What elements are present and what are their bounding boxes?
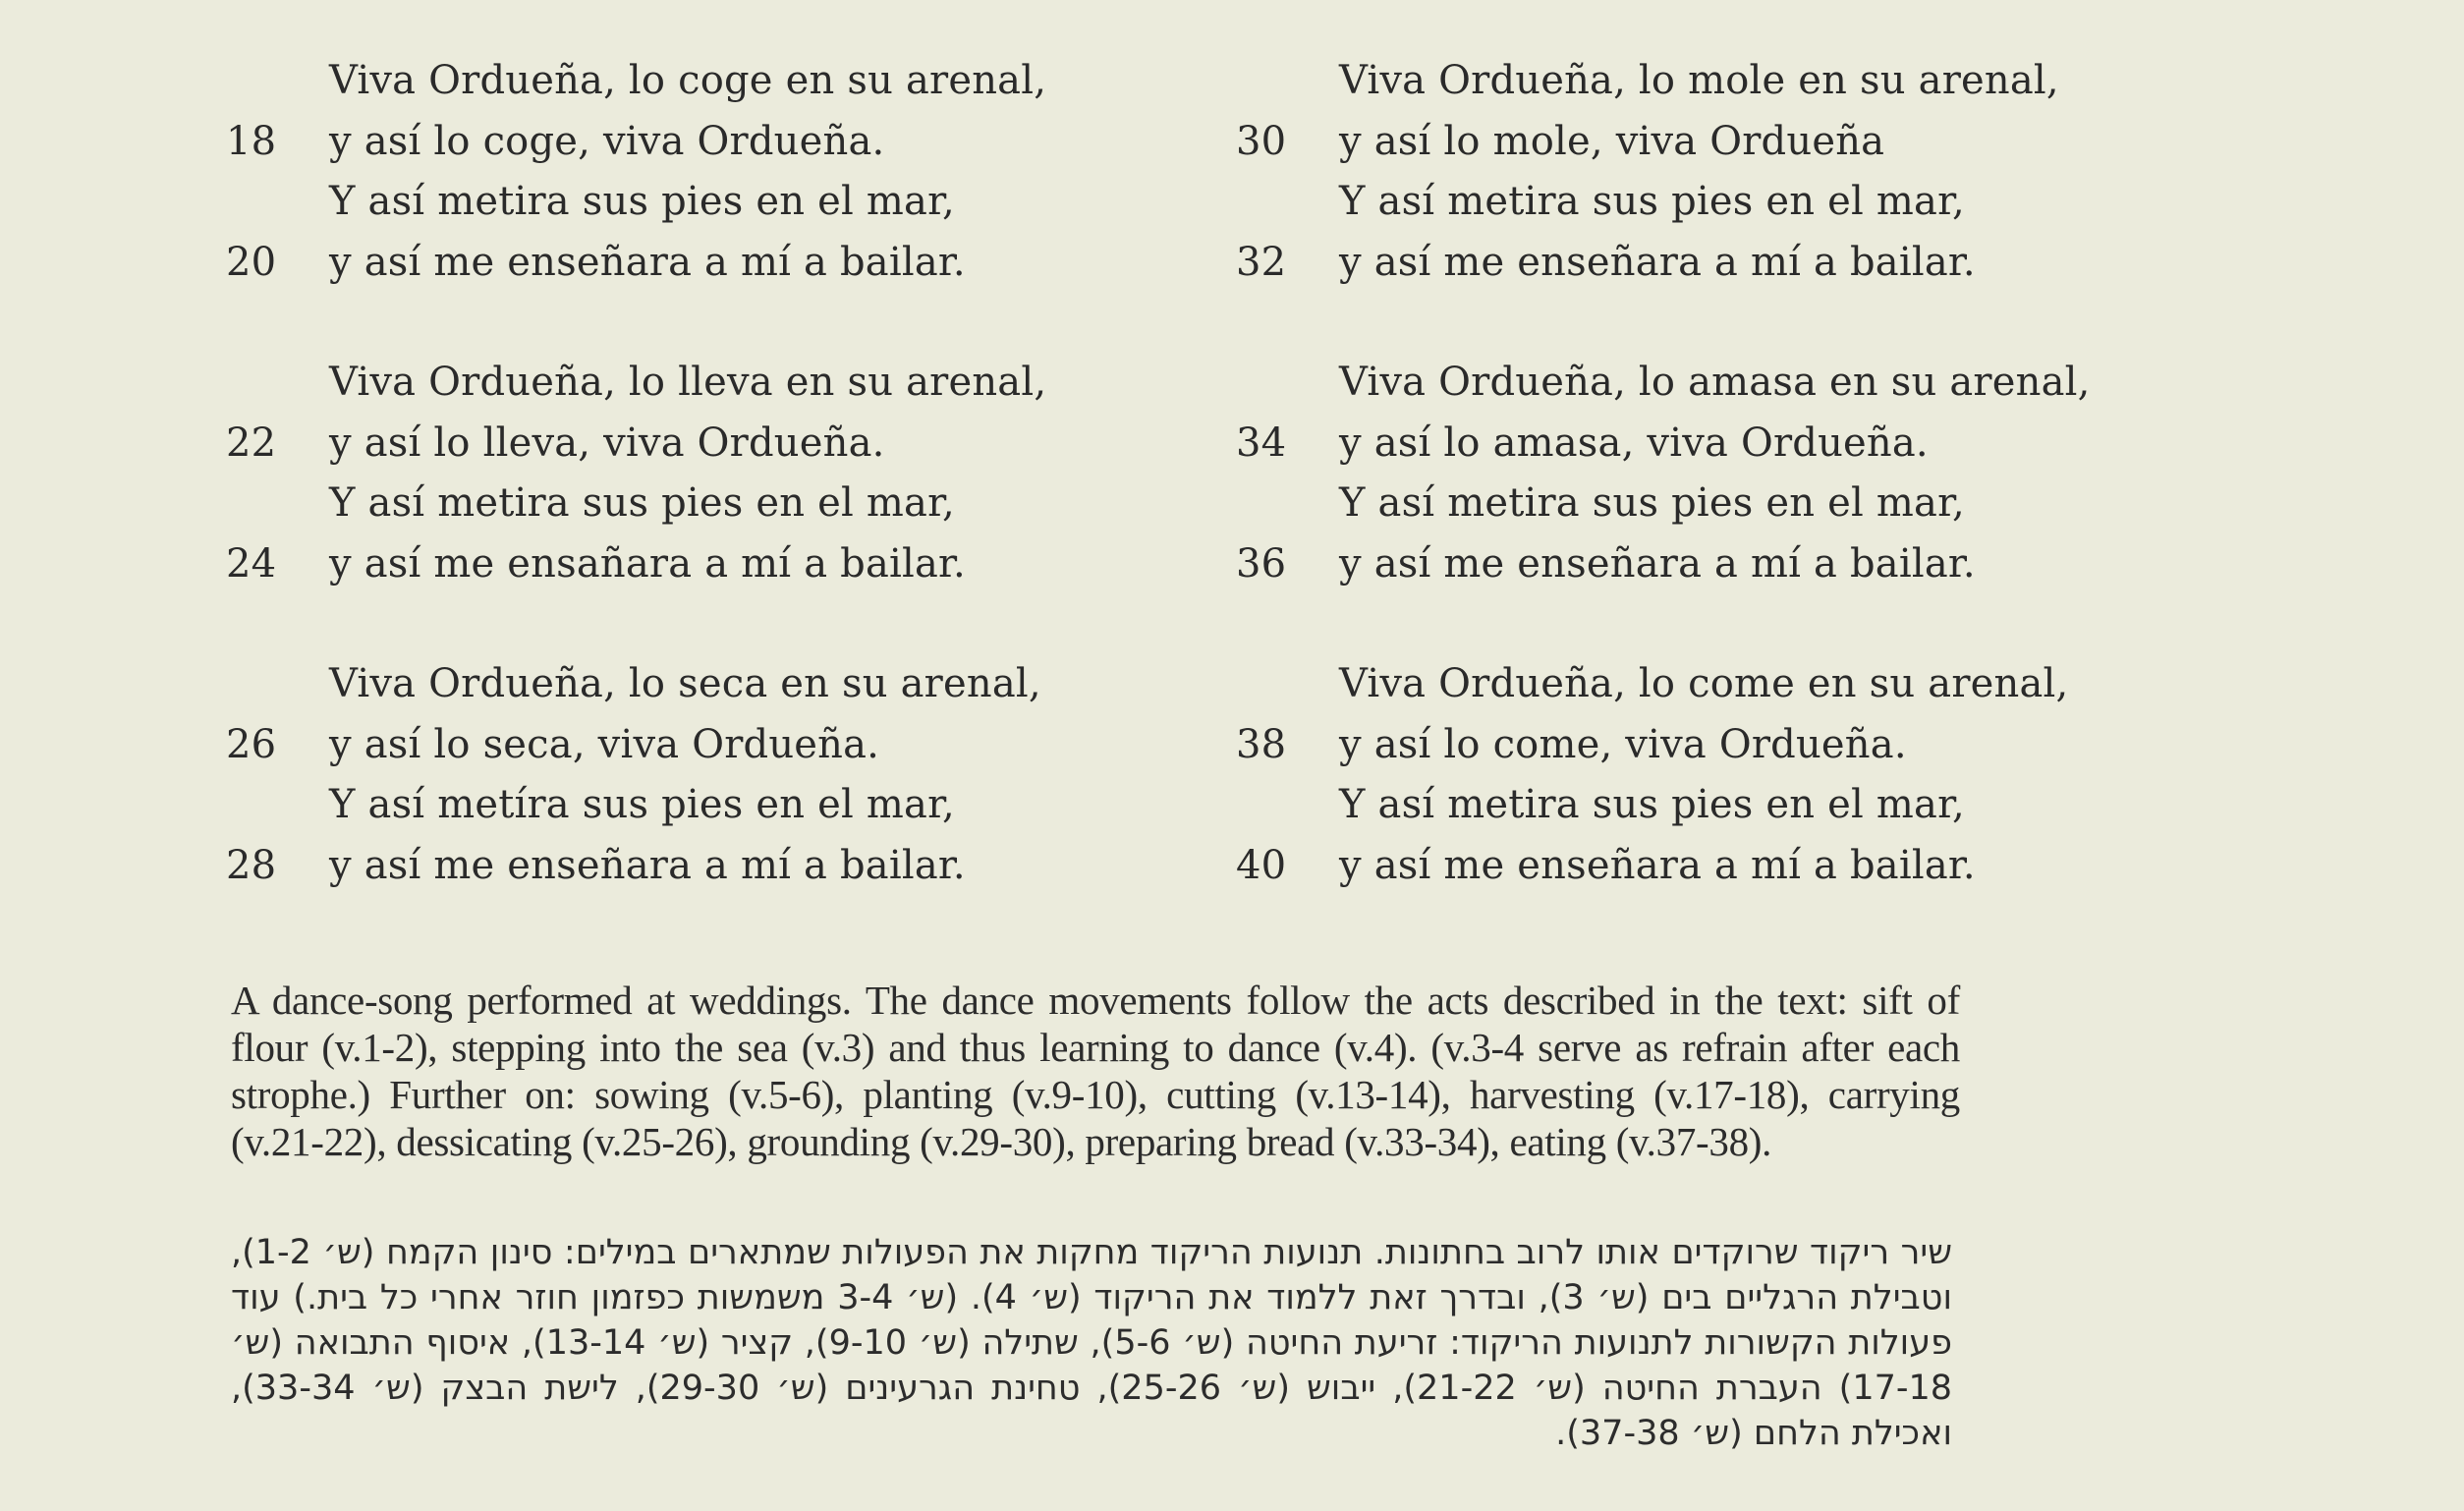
verse-text: y así me ensañara a mí a bailar. [329,540,966,587]
verse-line [1236,233,2218,294]
verse-line [226,112,1110,173]
line-number: 22 [226,420,277,466]
line-number: 40 [1236,842,1287,888]
verse-line [1236,172,2218,233]
line-number: 32 [1236,239,1287,285]
verse-text: y así lo coge, viva Ordueña. [329,118,885,164]
verse-line [226,836,1110,897]
verse-line [1236,474,2218,534]
verse-text: Viva Ordueña, lo seca en su arenal, [329,661,1041,706]
poem-column-left [226,51,1110,896]
verse-line [1236,353,2218,414]
stanza [1236,654,2218,896]
verse-line [226,353,1110,414]
verse-line [226,51,1110,112]
verse-line [1236,414,2218,475]
poem-column-right [1236,51,2218,896]
line-number: 28 [226,842,277,888]
verse-text: Y así metira sus pies en el mar, [1339,480,1965,526]
verse-line [1236,775,2218,836]
line-number: 36 [1236,540,1287,587]
verse-line [1236,654,2218,715]
verse-text: y así me enseñara a mí a bailar. [1339,239,1976,285]
line-number: 20 [226,239,277,285]
verse-line [1236,836,2218,897]
verse-text: y así lo amasa, viva Ordueña. [1339,420,1929,466]
verse-text: y así lo mole, viva Ordueña [1339,118,1885,164]
english-commentary: A dance-song performed at weddings. The dance movements follow the acts described in the text: sift of flour (v.1-2), stepping into the sea (v.3) and thus learning to dance (v.4). (v.3-4 serve as refrain after each strophe.) Further on: sowing (v.5-6), planting (v.9-10), cutting (v.13-14), harvesting (v.17-18), carrying (v.21-22), dessicating (v.25-26), grounding (v.29-30), preparing bread (v.33-34), eating (v.37-38). [231,978,1960,1164]
verse-line [226,414,1110,475]
verse-text: Y así metíra sus pies en el mar, [329,782,955,827]
verse-text: Y así metira sus pies en el mar, [329,179,955,224]
line-number: 34 [1236,420,1287,466]
verse-text: Viva Ordueña, lo coge en su arenal, [329,58,1047,103]
verse-text: Y así metira sus pies en el mar, [329,480,955,526]
verse-line [226,172,1110,233]
verse-line [226,654,1110,715]
verse-text: y así me enseñara a mí a bailar. [329,239,966,285]
verse-line [226,715,1110,776]
stanza [226,654,1110,896]
verse-line [226,534,1110,595]
verse-text: y así lo seca, viva Ordueña. [329,721,880,767]
stanza [226,51,1110,293]
verse-line [226,474,1110,534]
stanza [226,353,1110,594]
verse-text: y así me enseñara a mí a bailar. [1339,842,1976,888]
hebrew-commentary: שיר ריקוד שרוקדים אותו לרוב בחתונות. תנועות הריקוד מחקות את הפעולות שמתארים במילים: סינון הקמח (ש׳ 1-2), וטבילת הרגליים בים (ש׳ 3), ובדרך זאת ללמוד את הריקוד (ש׳ 4). (ש׳ 3-4 משמשות כפזמון חוזר אחרי כל בית.) עוד פעולות הקשורות לתנועות הריקוד: זריעת החיטה (ש׳ 5-6), שתילה (ש׳ 9-10), קציר (ש׳ 13-14), איסוף התבואה (ש׳ 17-18) העברת החיטה (ש׳ 21-22), ייבוש (ש׳ 25-26), טחינת הגרעינים (ש׳ 29-30), לישת הבצק (ש׳ 33-34), ואכילת הלחם (ש׳ 37-38). [231,1233,1953,1453]
verse-text: Viva Ordueña, lo amasa en su arenal, [1339,360,2091,405]
verse-text: y así lo come, viva Ordueña. [1339,721,1907,767]
verse-line [226,775,1110,836]
stanza [1236,353,2218,594]
verse-text: y así me enseñara a mí a bailar. [1339,540,1976,587]
verse-text: Viva Ordueña, lo lleva en su arenal, [329,360,1047,405]
verse-text: Y así metira sus pies en el mar, [1339,179,1965,224]
verse-text: Viva Ordueña, lo mole en su arenal, [1339,58,2059,103]
verse-text: Y así metira sus pies en el mar, [1339,782,1965,827]
verse-line [1236,715,2218,776]
verse-line [1236,534,2218,595]
verse-line [226,233,1110,294]
line-number: 24 [226,540,277,587]
line-number: 18 [226,118,277,164]
verse-line [1236,112,2218,173]
line-number: 30 [1236,118,1287,164]
line-number: 26 [226,721,277,767]
stanza [1236,51,2218,293]
line-number: 38 [1236,721,1287,767]
verse-text: y así lo lleva, viva Ordueña. [329,420,885,466]
verse-text: Viva Ordueña, lo come en su arenal, [1339,661,2069,706]
verse-text: y así me enseñara a mí a bailar. [329,842,966,888]
verse-line [1236,51,2218,112]
